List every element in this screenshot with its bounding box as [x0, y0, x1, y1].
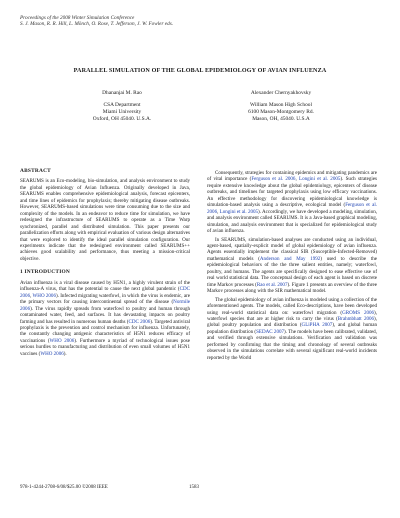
citation-link[interactable]: Brahmbhatt 2006 [337, 315, 375, 322]
introduction-paragraph: Avian influenza is a viral disease caused by H5N1, a highly virulent strain of the influenza-A virus, that has the potential to cause the next global pandemic (CDC 2006, WHO 2006). Infected migrating waterfowl, in which the virus is endemic, are the primary vectors for causing intercontinental spread of the disease (Normile 2006). The virus rapidly spreads from waterfowl to poultry and human through contaminated water, feed, and surfaces. It has devastating impacts on poultry farming and has resulted in numerous human deaths (CDC 2006). Targeted antiviral prophylaxis is the prevention and control mechanism for influenza. Unfortunately, the constantly changing antigenic characteristics of H5N1 reduces efficacy of vaccinations (WHO 2006). Furthermore a myriad of technological issues pose serious hurdles to manufacturing and distribution of even small volumes of H5N1 vaccines (WHO 2006). [20, 279, 191, 357]
proceedings-header [20, 15, 173, 28]
citation-link[interactable]: Ferguson et al. 2006 [207, 202, 378, 215]
proceedings-title: Proceedings of the 2008 Winter Simulation Conference [20, 15, 135, 21]
footer-isbn: 978-1-4244-2708-6/08/$25.00 ©2008 IEEE [20, 485, 108, 490]
citation-link[interactable]: WHO 2006 [32, 292, 56, 299]
author-name: Dhananjai M. Rao [102, 90, 142, 96]
author-organization: 6100 Mason-Montgomery Rd. [248, 108, 314, 115]
author-name: Alexander Chernyakhovsky [250, 90, 312, 96]
author-address: Oxford, OH 45040. U.S.A. [92, 115, 152, 122]
citation-link[interactable]: Normile 2006 [20, 299, 190, 312]
author-organization: Miami University [102, 108, 142, 115]
author-block-2 [206, 90, 356, 123]
author-department: CSA Department [103, 101, 141, 108]
abstract-text: SEARUMS is an Eco-modeling, bio-simulation, and analysis environment to study the global epidemiology of Avian Influenza. Originally developed in Java, SEARUMS enables comprehensive epidemiological analysis, forecast epicenters, and time lines of epidemics for prophylaxis; thereby mitigating disease outbreaks. However, SEARUMS-based simulations were time consuming due to the size and complexity of the models. In an endeavor to reduce time for simulation, we have redesigned the infrastructure of SEARUMS to operate as a Time Warp synchronized, parallel and distributed simulation. This paper presents our parallelization efforts along with empirical evaluation of various design alternatives that were explored to identify the ideal parallel simulation configuration. Our experiments indicate that the redesigned environment called SEARUMS++ achieves good scalability and performance, thus meeting a mission-critical objective. [20, 178, 190, 262]
citation-link[interactable]: Ferguson et al. 2006 [251, 176, 296, 183]
citation-link[interactable]: CDC 2006 [20, 286, 190, 299]
right-column [207, 170, 377, 361]
paper-title: PARALLEL SIMULATION OF THE GLOBAL EPIDEMIOLOGY OF AVIAN INFLUENZA [73, 68, 327, 74]
body-paragraph: In SEARUMS, simulation-based analyses are conducted using an individual, agent-based, spatially-explicit model of global epidemiology of avian influenza. Agents essentially implement the classical SIR (Susceptible-Infected-Removed) mathematical models (Anderson and May 1992) used to describe the epidemiological behaviors of the the three salient entities, namely; waterfowl, poultry, and humans. The agents are specifically designed to ease effective use of real world statistical data. The conceptual design of each agent is based on discrete time Markov processes (Rao et al. 2007). Figure 1 presents an overview of the three Markov processes along with the SIR mathematical model. [207, 236, 378, 295]
citation-link[interactable]: CDC 2006 [128, 318, 151, 325]
proceedings-editors: S. J. Mason, R. R. Hill, L. Mönch, O. Rose, T. Jefferson, J. W. Fowler eds. [20, 21, 174, 28]
body-paragraph: Consequently, strategies for containing epidemics and mitigating pandemics are of vital importance (Ferguson et al. 2006, Longini et al. 2005). Such strategies require extensive knowledge about the global epidemiology, epicenters of disease outbreaks, and timelines for targeted prophylaxis using low efficacy vaccinations. An effective methodology for discovering epidemiological knowledge is simulation-based analysis using a descriptive, ecological model (Ferguson et al. 2006, Longini et al. 2005). Accordingly, we have developed a modeling, simulation, and analysis environment called SEARUMS. It is a Java-based graphical modeling, simulation, and analysis environment that is specialized for epidemiological study of avian influenza. [207, 170, 378, 235]
citation-link[interactable]: Anderson and May 1992 [259, 255, 321, 262]
citation-link[interactable]: GLiPHA 2007 [301, 322, 333, 329]
citation-link[interactable]: Rao et al. 2007 [256, 281, 288, 288]
citation-link[interactable]: Longini et al. 2005 [219, 208, 259, 215]
citation-link[interactable]: SEDAC 2007 [256, 328, 285, 335]
citation-link[interactable]: GROMS 2006 [342, 309, 375, 316]
author-block-1 [47, 90, 197, 123]
introduction-heading: 1 INTRODUCTION [20, 269, 70, 276]
citation-link[interactable]: WHO 2006 [40, 350, 64, 357]
author-address: Mason, OH, 45040. U.S.A [252, 115, 310, 122]
citation-link[interactable]: WHO 2006 [49, 337, 75, 344]
abstract-heading: ABSTRACT [20, 168, 51, 174]
body-paragraph: The global epidemiology of avian influenza is modeled using a collection of the aforementioned agents. The models, called Eco-descriptions, have been developed using real-world statistical data on: waterfowl migration (GROMS 2006), waterfowl species that are at higher risk to carry the virus (Brahmbhatt 2006), global poultry population and distribution (GLiPHA 2007), and global human population distribution (SEDAC 2007). The models have been calibrated, validated, and verified through extensive simulations. Verification and validation was performed by confirming that the timing and chronology of several outbreaks observed in the simulations correlate with several significant real-world incidents reported by the World [207, 296, 377, 361]
page-number: 1583 [189, 485, 199, 490]
citation-link[interactable]: Longini et al. 2005 [299, 176, 341, 183]
left-column [20, 168, 190, 357]
author-department: William Mason High School [250, 101, 312, 108]
